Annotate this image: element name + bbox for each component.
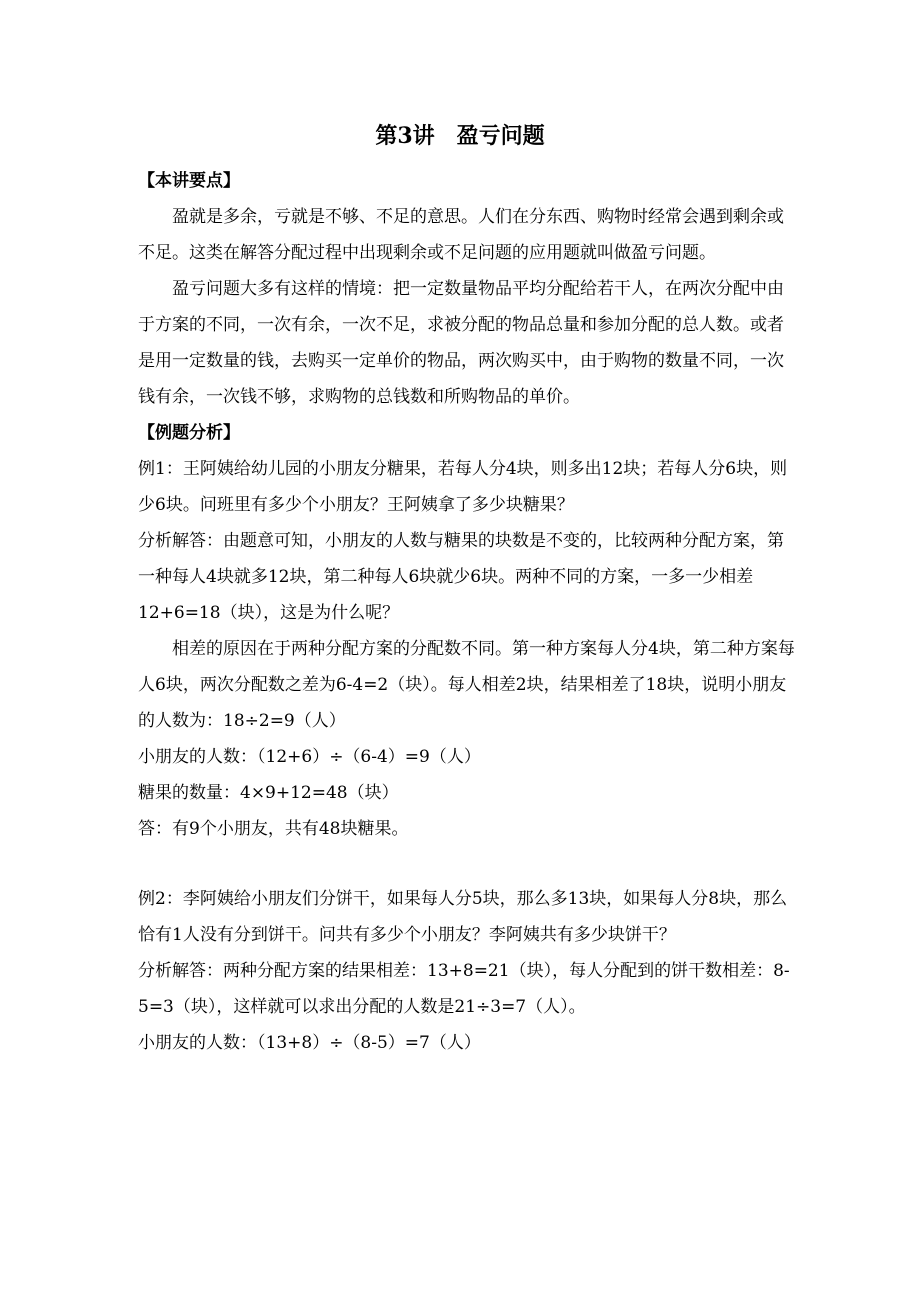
- key-points-paragraph-2: 盈亏问题大多有这样的情境：把一定数量物品平均分配给若干人，在两次分配中由于方案的不同，一次有余，一次不足，求被分配的物品总量和参加分配的总人数。或者是用一定数量的钱，去购买一定单价的物品，两次购买中，由于购物的数量不同，一次钱有余，一次钱不够，求购物的总钱数和所购物品的单价。: [138, 279, 784, 407]
- example-2-analysis: 分析解答：两种分配方案的结果相差：13+8=21（块），每人分配到的饼干数相差：8-5=3（块），这样就可以求出分配的人数是21÷3=7（人）。: [138, 961, 790, 1017]
- document-body: [138, 163, 798, 1061]
- example-1-equation-children: 小朋友的人数：（12+6）÷（6-4）=9（人）: [138, 747, 481, 767]
- example-1-answer: 答：有9个小朋友，共有48块糖果。: [138, 819, 409, 839]
- lesson-title: 第3讲 盈亏问题: [375, 123, 545, 149]
- examples-heading: 【例题分析】: [138, 423, 240, 443]
- example-1-equation-candies: 糖果的数量：4×9+12=48（块）: [138, 783, 399, 803]
- example-1-analysis: 分析解答：由题意可知，小朋友的人数与糖果的块数是不变的，比较两种分配方案，第一种每人4块就多12块，第二种每人6块就少6块。两种不同的方案，一多一少相差12+6=18（块），这是为什么呢？: [138, 531, 784, 623]
- example-1-reason: 相差的原因在于两种分配方案的分配数不同。第一种方案每人分4块，第二种方案每人6块，两次分配数之差为6-4=2（块）。每人相差2块，结果相差了18块，说明小朋友的人数为：18÷2=9（人）: [138, 639, 795, 731]
- example-2-question: 例2：李阿姨给小朋友们分饼干，如果每人分5块，那么多13块，如果每人分8块，那么恰有1人没有分到饼干。问共有多少个小朋友？李阿姨共有多少块饼干？: [138, 889, 788, 945]
- key-points-heading: 【本讲要点】: [138, 171, 240, 191]
- key-points-paragraph-1: 盈就是多余，亏就是不够、不足的意思。人们在分东西、购物时经常会遇到剩余或不足。这类在解答分配过程中出现剩余或不足问题的应用题就叫做盈亏问题。: [138, 207, 784, 263]
- example-2-equation-children: 小朋友的人数：（13+8）÷（8-5）=7（人）: [138, 1033, 481, 1053]
- example-1-question: 例1：王阿姨给幼儿园的小朋友分糖果，若每人分4块，则多出12块；若每人分6块，则少6块。问班里有多少个小朋友？王阿姨拿了多少块糖果？: [138, 459, 788, 515]
